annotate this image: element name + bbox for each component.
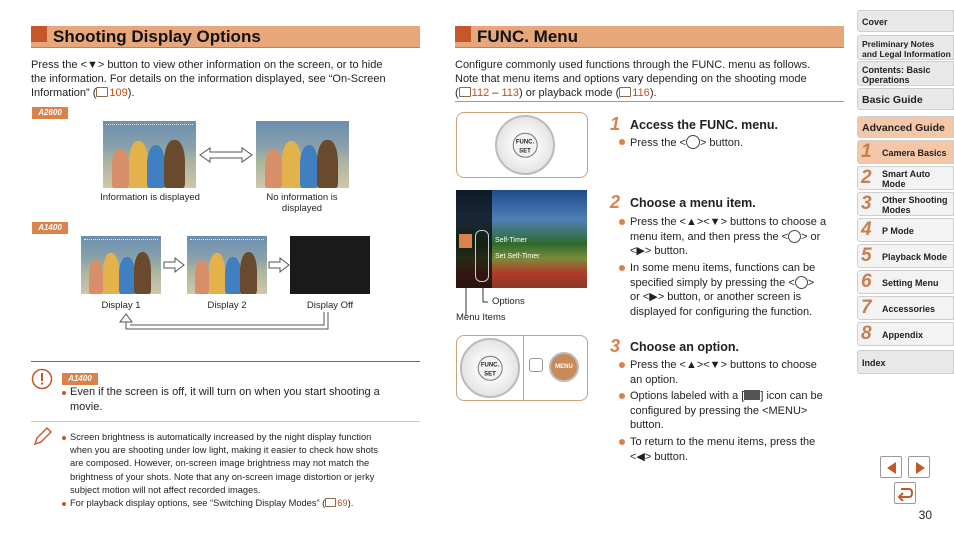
book-icon — [96, 87, 108, 97]
text: Press the < — [630, 137, 686, 149]
nav-label — [882, 195, 948, 215]
book-icon — [619, 87, 631, 97]
text: – — [489, 87, 502, 99]
bullet-line: <◀> button. — [630, 450, 689, 463]
intro-line: Press the <▼> button to view other information on the screen, or to hide — [31, 59, 383, 71]
nav-label: Contents: Basic — [862, 65, 931, 75]
subject — [89, 260, 103, 294]
menu-button: MENU — [549, 352, 579, 382]
caution-icon — [31, 368, 53, 390]
control-dial — [495, 115, 555, 175]
nav-label: and Legal Information — [862, 49, 951, 59]
bullet-line: <▶> button. — [630, 245, 689, 257]
chapter-number: 7 — [861, 297, 872, 318]
caption-line: displayed — [281, 203, 323, 214]
text: specified simply by pressing the < — [630, 276, 795, 289]
screen-menu-option: Set Self-Timer — [495, 253, 540, 260]
nav-label: Operations — [862, 75, 910, 85]
callout-menu-items: Menu Items — [456, 312, 506, 323]
page-number-link[interactable]: 112 — [471, 87, 490, 99]
func-set-icon — [795, 276, 808, 289]
step-number-1: 1 — [610, 114, 621, 134]
text: > or — [801, 230, 821, 243]
nav-label-line: Other Shooting — [882, 195, 948, 205]
nav-chapter-2[interactable] — [857, 166, 954, 190]
caption-info-displayed: Information is displayed — [100, 192, 200, 203]
intro-line: the information. For details on the information displayed, see “On-Screen — [31, 73, 386, 85]
caption-display-1: Display 1 — [101, 300, 141, 311]
chapter-number: 8 — [861, 323, 872, 344]
bullet-line: In some menu items, functions can be — [630, 262, 816, 274]
page-number: 30 — [918, 508, 932, 522]
func-button-illustration — [456, 112, 588, 178]
nav-label: Basic Guide — [862, 94, 923, 106]
caution-model-badge: A1400 — [62, 373, 98, 385]
text: ( — [455, 87, 459, 99]
subject — [164, 140, 184, 188]
bullet-line: Press the <▲><▼> buttons to choose — [630, 359, 817, 371]
bullet-dot — [62, 436, 66, 440]
subject — [112, 149, 129, 188]
photo-no-info — [256, 121, 349, 188]
step-title-3: Choose an option. — [630, 340, 740, 354]
menu-label-icon — [744, 390, 760, 400]
back-button[interactable] — [894, 482, 916, 504]
func-set-icon — [788, 230, 801, 243]
page-number-link[interactable]: 116 — [632, 87, 650, 99]
return-icon — [895, 483, 915, 503]
bullet-dot — [619, 139, 625, 145]
intro-line — [455, 86, 847, 100]
nav-label — [882, 169, 930, 189]
bullet-line: Press the <▲><▼> buttons to choose a — [630, 216, 827, 228]
bullet-dot — [619, 393, 625, 399]
bullet-dot — [62, 391, 66, 395]
chapter-number: 1 — [861, 141, 872, 162]
bullet-line: or <▶> button, or another screen is — [630, 291, 802, 303]
section-header-shooting-display — [31, 26, 420, 48]
nav-basic-guide[interactable] — [857, 88, 954, 110]
return-arrow-icon — [110, 312, 340, 336]
selected-menu-item-icon — [459, 234, 472, 248]
control-dial — [460, 338, 520, 398]
nav-label: Index — [862, 358, 886, 368]
section-header-func-menu — [455, 26, 844, 48]
page-link-69[interactable] — [325, 498, 347, 508]
subject — [209, 253, 225, 294]
func-set-button: FUNC. SET — [478, 356, 503, 381]
page-number-link[interactable]: 109 — [109, 87, 128, 99]
subject — [300, 145, 319, 188]
nav-label-line: Smart Auto — [882, 169, 931, 179]
step3-bullet-2 — [630, 389, 845, 433]
bullet-line: button. — [630, 419, 664, 431]
photo-display-2 — [187, 236, 267, 294]
text: ). — [127, 87, 135, 99]
next-page-button[interactable] — [908, 456, 930, 478]
subject — [103, 253, 119, 294]
pencil-note-icon — [31, 426, 53, 448]
subject — [240, 252, 258, 294]
bullet-line — [630, 276, 845, 291]
arrow-right-icon — [267, 256, 291, 274]
bullet-line: displayed for configuring the function. — [630, 305, 813, 318]
caption-display-off: Display Off — [306, 300, 354, 311]
note-line: are composed. However, on-screen image brightness may not match the — [70, 458, 370, 469]
func-set-button: FUNC. SET — [513, 133, 538, 158]
model-badge-a2600: A2600 — [32, 107, 68, 119]
book-icon — [325, 498, 336, 507]
step3-bullet-1 — [630, 358, 845, 387]
page-link-113[interactable]: 113 — [501, 87, 519, 99]
nav-advanced-guide[interactable] — [857, 116, 954, 138]
prev-page-button[interactable] — [880, 456, 902, 478]
caption-no-info — [250, 192, 354, 214]
step2-bullet-2 — [630, 261, 845, 319]
image-divider — [523, 335, 524, 401]
photo-info-displayed — [103, 121, 196, 188]
nav-label: Preliminary Notes — [862, 39, 935, 49]
intro-line — [31, 86, 421, 100]
page-link-116[interactable] — [619, 87, 650, 99]
note-bullet-1 — [70, 431, 420, 497]
arrow-right-icon — [162, 256, 186, 274]
nav-label: Advanced Guide — [862, 122, 945, 134]
nav-index[interactable] — [857, 350, 954, 374]
subject — [265, 149, 282, 188]
section-title: FUNC. Menu — [477, 27, 579, 46]
chapter-number: 5 — [861, 245, 872, 266]
nav-chapter-7[interactable] — [857, 296, 954, 320]
bullet-dot — [619, 265, 625, 271]
nav-chapter-6[interactable] — [857, 270, 954, 294]
note-bullet-2 — [70, 497, 420, 510]
nav-chapter-4[interactable] — [857, 218, 954, 242]
nav-label: Accessories — [882, 304, 936, 314]
subject — [225, 257, 241, 294]
subject — [134, 252, 152, 294]
display-off-screen — [290, 236, 370, 294]
photo-display-1 — [81, 236, 161, 294]
step-title-1: Access the FUNC. menu. — [630, 118, 778, 132]
playback-button — [529, 358, 543, 372]
nav-chapter-8[interactable] — [857, 322, 954, 346]
step-number-3: 3 — [610, 336, 621, 356]
text: For playback display options, see “Switching Display Modes” ( — [70, 498, 326, 508]
intro-line: Note that menu items and options vary depending on the shooting mode — [455, 73, 807, 85]
chapter-number: 2 — [861, 167, 872, 188]
intro-paragraph — [31, 58, 421, 100]
nav-contents[interactable] — [857, 61, 954, 86]
chapter-number: 6 — [861, 271, 872, 292]
intro-line: Configure commonly used functions through the FUNC. menu as follows. — [455, 59, 811, 71]
nav-label: Setting Menu — [882, 278, 939, 288]
screen-menu-item: Self-Timer — [495, 237, 528, 244]
subject — [119, 257, 135, 294]
nav-label: Camera Basics — [882, 148, 947, 158]
osd-overlay — [84, 239, 158, 245]
page-number-link[interactable]: 69 — [337, 498, 348, 508]
subject — [317, 140, 337, 188]
func-intro-paragraph — [455, 58, 847, 100]
chapter-number: 4 — [861, 219, 872, 240]
nav-label-line: Modes — [882, 205, 911, 215]
chapter-number: 3 — [861, 193, 872, 214]
divider — [455, 101, 844, 102]
text: > button. — [699, 137, 744, 149]
divider — [31, 361, 420, 362]
bullet-dot — [62, 502, 66, 506]
section-title: Shooting Display Options — [53, 27, 261, 46]
subject — [282, 141, 301, 188]
step2-bullet-1 — [630, 215, 845, 259]
nav-label: P Mode — [882, 226, 914, 236]
caption-display-2: Display 2 — [207, 300, 247, 311]
model-badge-a1400: A1400 — [32, 222, 68, 234]
text: ). — [649, 87, 657, 99]
text: > — [807, 276, 815, 289]
osd-overlay — [190, 239, 264, 242]
nav-cover[interactable] — [857, 10, 954, 32]
text: Information” ( — [31, 87, 97, 99]
bullet-dot — [619, 219, 625, 225]
note-line: when you are shooting under low light, making it easier to check how shots — [70, 445, 379, 456]
subject — [129, 141, 148, 188]
step-title-2: Choose a menu item. — [630, 196, 756, 210]
subject — [147, 145, 166, 188]
page-link-112[interactable] — [459, 87, 490, 99]
caution-line: Even if the screen is off, it will turn on when you start shooting a — [70, 386, 380, 398]
header-square-icon — [31, 26, 47, 42]
nav-label: Appendix — [882, 330, 924, 340]
bullet-line — [630, 389, 845, 404]
options-column — [475, 230, 489, 282]
nav-label-line: Mode — [882, 179, 906, 189]
option-select-illustration — [456, 335, 588, 401]
caption-line: No information is — [266, 192, 338, 203]
text: ). — [347, 498, 354, 508]
double-arrow-icon — [196, 146, 256, 164]
text: ] icon can be — [760, 390, 823, 402]
book-icon — [459, 87, 471, 97]
osd-overlay — [106, 124, 193, 130]
bullet-line: To return to the menu items, press the — [630, 436, 816, 448]
callout-options: Options — [492, 296, 525, 307]
subject — [195, 260, 209, 294]
divider — [31, 421, 420, 422]
bullet-line: an option. — [630, 373, 679, 386]
bullet-line: configured by pressing the <MENU> — [630, 404, 808, 417]
nav-preliminary[interactable] — [857, 35, 954, 60]
text: ) or playback mode ( — [519, 87, 620, 99]
nav-chapter-1[interactable] — [857, 140, 954, 164]
bullet-line — [630, 230, 845, 245]
step3-bullet-3 — [630, 435, 845, 464]
note-line: subject motion will not affect recorded images. — [70, 484, 261, 495]
bullet-dot — [619, 439, 625, 445]
nav-label: Playback Mode — [882, 252, 948, 262]
bullet-dot — [619, 362, 625, 368]
nav-label: Cover — [862, 17, 888, 27]
page-link-109[interactable] — [96, 87, 127, 99]
caution-line: movie. — [70, 400, 103, 413]
func-set-icon — [686, 135, 700, 149]
note-line: Screen brightness is automatically increased by the night display function — [70, 432, 372, 442]
nav-chapter-3[interactable] — [857, 192, 954, 216]
note-line: brightness of your shots. Note that any on-screen image distortion or jerky — [70, 471, 375, 482]
caution-bullet — [70, 385, 420, 414]
header-square-icon — [455, 26, 471, 42]
text: menu item, and then press the < — [630, 230, 789, 243]
nav-chapter-5[interactable] — [857, 244, 954, 268]
text: Options labeled with a [ — [630, 390, 745, 402]
step-number-2: 2 — [610, 192, 621, 212]
step1-bullet — [630, 135, 845, 151]
func-menu-screen — [456, 190, 587, 288]
